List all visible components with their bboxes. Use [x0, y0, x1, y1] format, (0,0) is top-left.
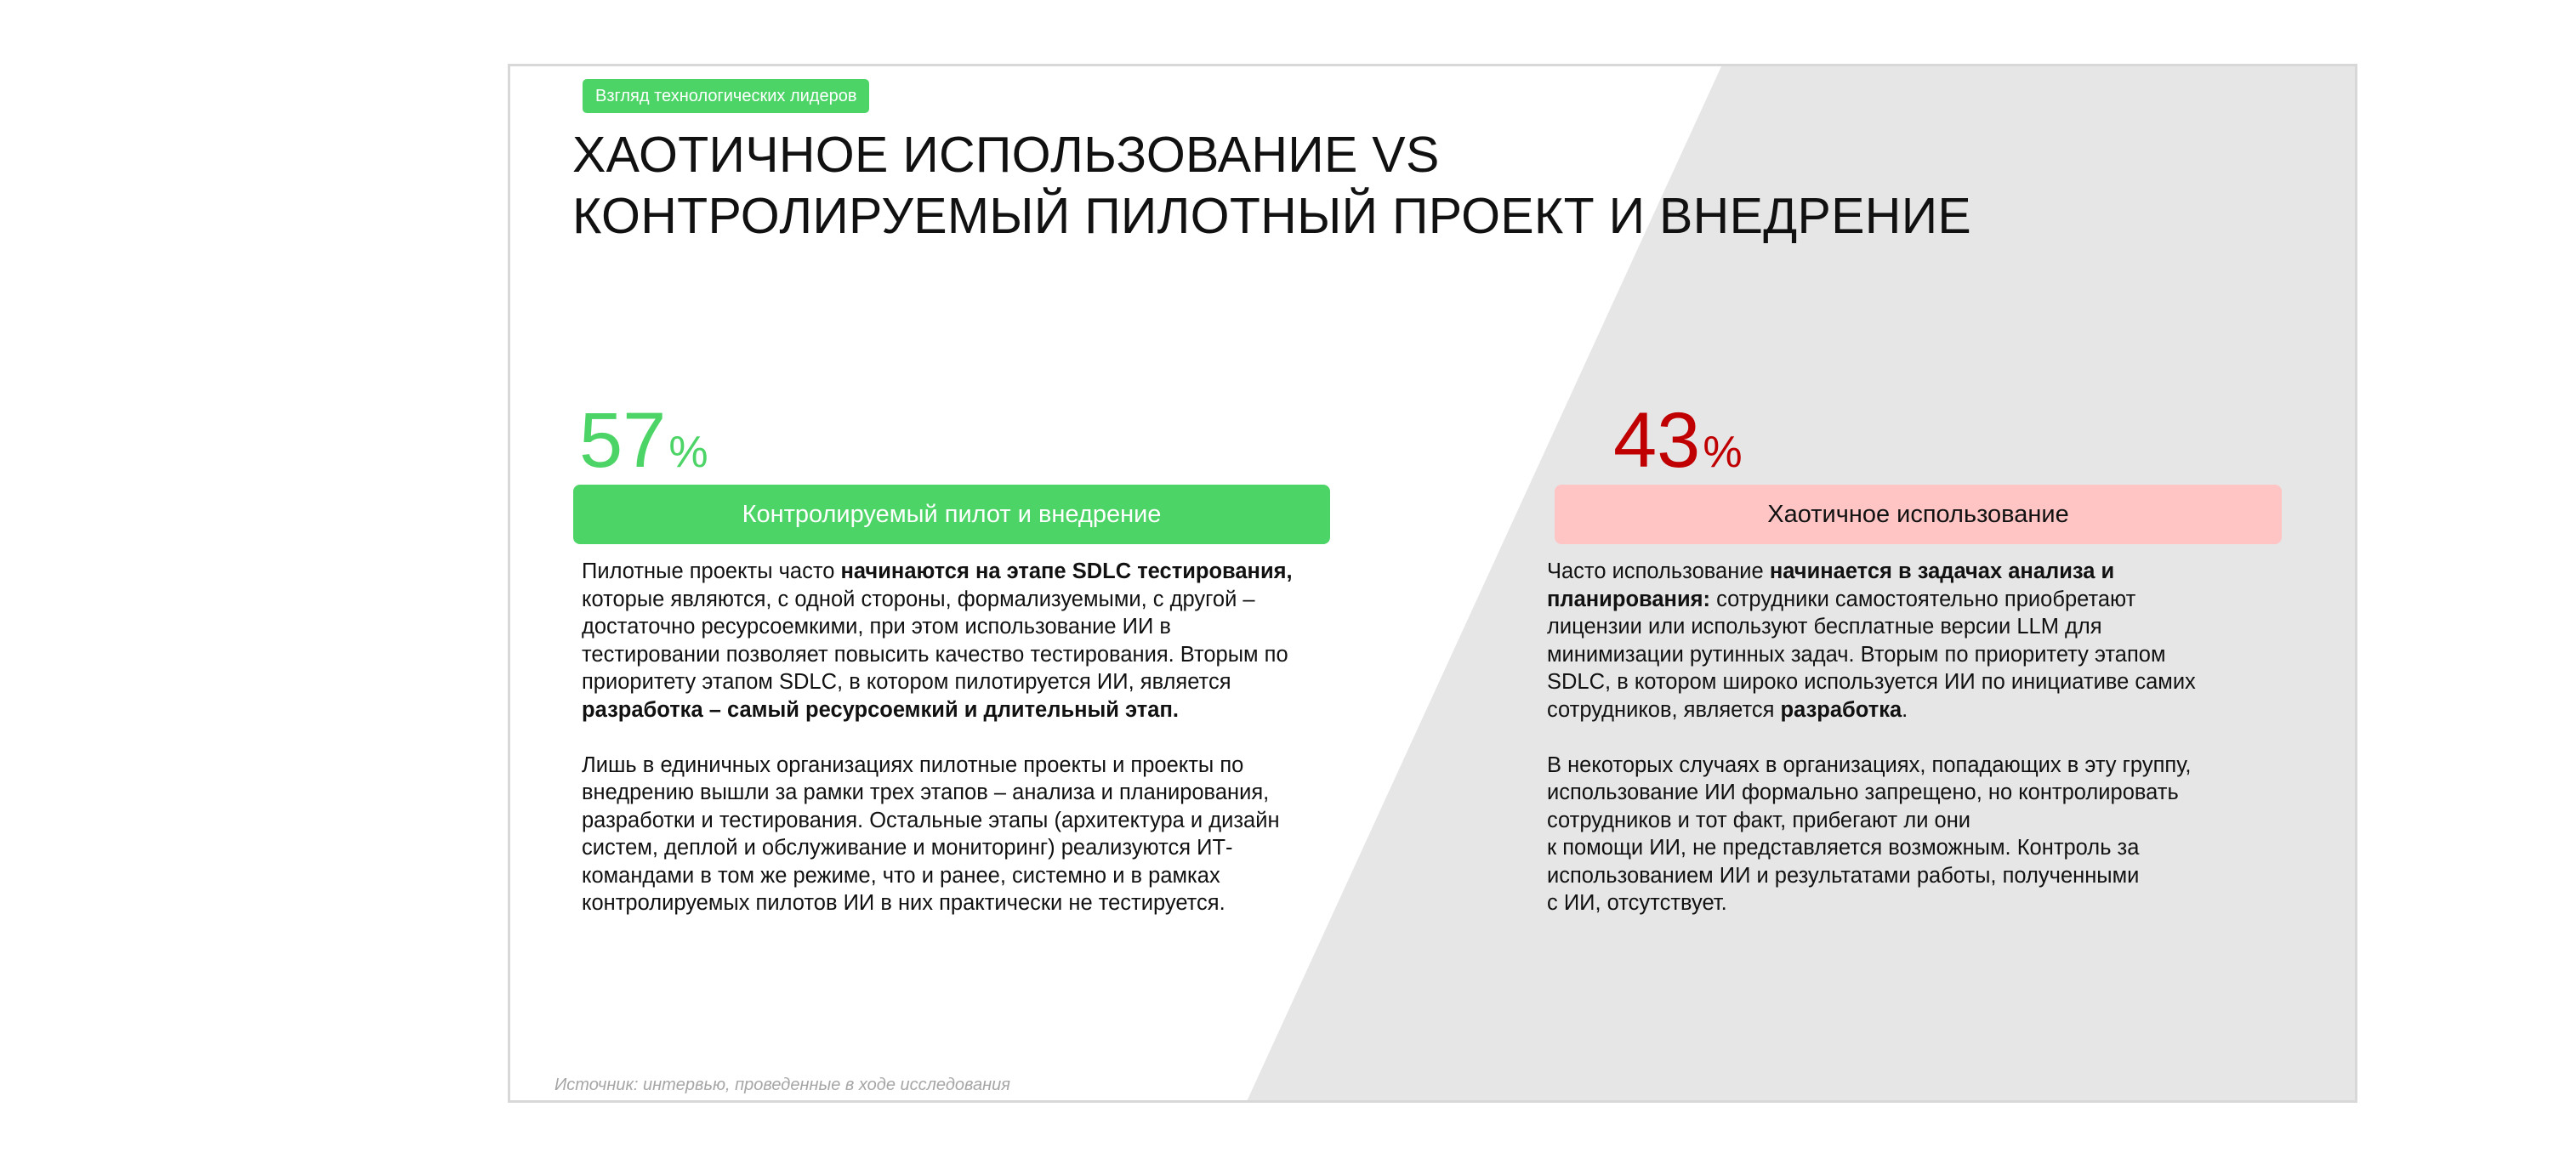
category-tag: Взгляд технологических лидеров	[583, 79, 869, 113]
text-line: тестировании позволяет повысить качество тестирования. Вторым по	[582, 642, 1288, 667]
text-run-bold: начинается в задачах анализа и	[1769, 559, 2115, 583]
text-line: достаточно ресурсоемкими, при этом использование ИИ в	[582, 615, 1171, 639]
text-run-bold: начинаются на этапе SDLC тестирования,	[840, 559, 1293, 583]
chaotic-usage-stat	[1613, 394, 1743, 487]
chaotic-usage-banner: Хаотичное использование	[1555, 485, 2282, 544]
slide-title-line-2: КОНТРОЛИРУЕМЫЙ ПИЛОТНЫЙ ПРОЕКТ И ВНЕДРЕНИЕ	[572, 188, 1972, 244]
chaotic-usage-paragraph-1	[1547, 558, 2312, 724]
chaotic-usage-description	[1547, 558, 2312, 917]
chaotic-usage-value: 43	[1613, 397, 1701, 484]
text-line: В некоторых случаях в организациях, попадающих в эту группу,	[1547, 752, 2192, 777]
text-run: Часто использование	[1547, 559, 1770, 583]
text-run-bold: разработка – самый ресурсоемкий и длительный этап.	[582, 697, 1179, 722]
text-line: использованием ИИ и результатами работы, полученными	[1547, 863, 2140, 888]
text-line: контролируемых пилотов ИИ в них практически не тестируется.	[582, 891, 1225, 915]
slide	[508, 64, 2357, 1103]
slide-title-line-1: ХАОТИЧНОЕ ИСПОЛЬЗОВАНИЕ VS	[572, 127, 1440, 183]
text-run-bold: разработка	[1780, 697, 1902, 722]
controlled-pilot-banner: Контролируемый пилот и внедрение	[573, 485, 1330, 544]
text-run: сотрудники самостоятельно приобретают	[1710, 587, 2136, 611]
controlled-pilot-stat	[579, 394, 708, 487]
text-line: приоритету этапом SDLC, в котором пилотируется ИИ, является	[582, 670, 1231, 694]
text-line: использование ИИ формально запрещено, но контролировать	[1547, 781, 2179, 804]
text-line: лицензии или используют бесплатные версии LLM для	[1547, 615, 2102, 639]
controlled-pilot-description	[582, 558, 1347, 917]
text-run: .	[1902, 697, 1908, 722]
controlled-pilot-unit: %	[668, 428, 708, 477]
controlled-pilot-value: 57	[579, 397, 667, 484]
text-line: сотрудников и тот факт, прибегают ли они	[1547, 808, 1971, 832]
text-line: SDLC, в котором широко используется ИИ по инициативе самих	[1547, 670, 2196, 694]
text-line: к помощи ИИ, не представляется возможным. Контроль за	[1547, 836, 2140, 860]
controlled-pilot-paragraph-1	[582, 558, 1347, 724]
text-line: систем, деплой и обслуживание и мониторинг) реализуются ИТ-	[582, 836, 1233, 860]
chaotic-usage-unit: %	[1703, 428, 1743, 477]
text-line: командами в том же режиме, что и ранее, системно и в рамках	[582, 863, 1220, 888]
text-line: Лишь в единичных организациях пилотные проекты и проекты по	[582, 752, 1244, 777]
controlled-pilot-paragraph-2	[582, 752, 1347, 917]
slide-title	[572, 124, 2188, 247]
text-line: внедрению вышли за рамки трех этапов – анализа и планирования,	[582, 781, 1270, 804]
text-run: сотрудников, является	[1547, 697, 1781, 722]
chaotic-usage-paragraph-2	[1547, 752, 2312, 917]
source-note: Источник: интервью, проведенные в ходе исследования	[554, 1076, 1010, 1094]
text-line: с ИИ, отсутствует.	[1547, 891, 1727, 915]
text-run: Пилотные проекты часто	[582, 559, 841, 583]
text-run-bold: планирования:	[1547, 587, 1710, 611]
text-line: которые являются, с одной стороны, формализуемыми, с другой –	[582, 587, 1255, 611]
text-line: минимизации рутинных задач. Вторым по приоритету этапом	[1547, 642, 2166, 667]
text-line: разработки и тестирования. Остальные этапы (архитектура и дизайн	[582, 808, 1280, 832]
